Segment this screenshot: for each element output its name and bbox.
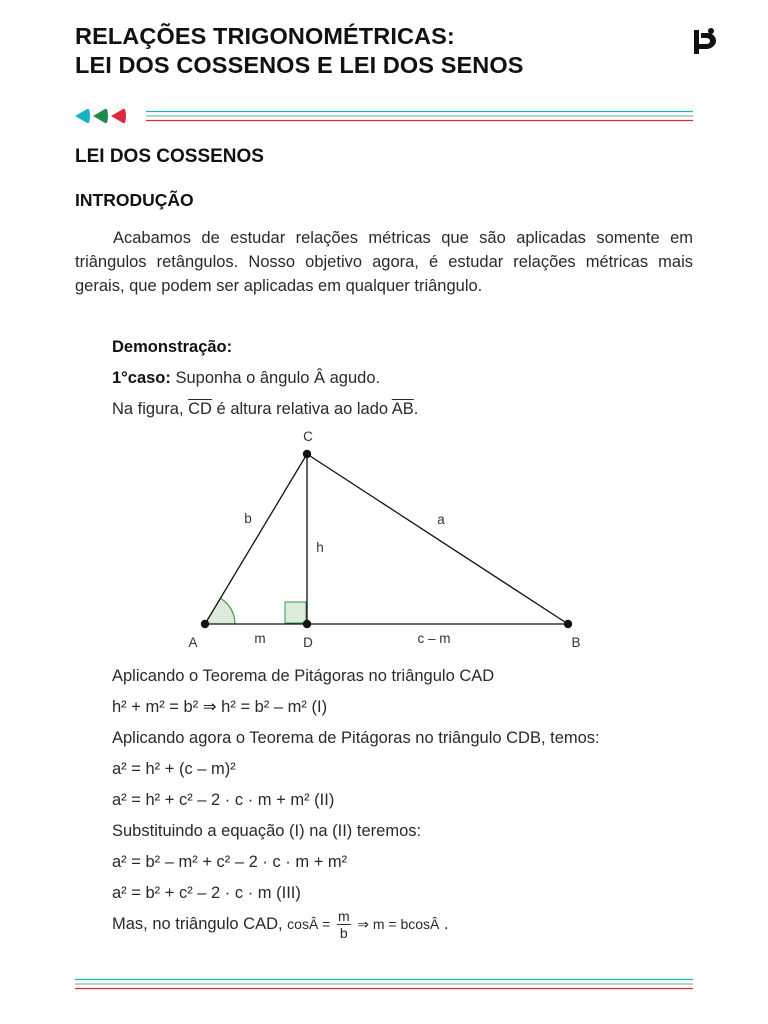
equation-line-5: a² = h² + c² – 2 · c · m + m² (II) (112, 791, 335, 809)
equation-line-3: Aplicando agora o Teorema de Pitágoras no triângulo CDB, temos: (112, 729, 600, 747)
arrow-decoration-icon (75, 109, 126, 123)
segment-cd: $\overline{CD}$ (188, 400, 212, 418)
vertex-d (303, 620, 311, 628)
label-m: m (254, 631, 266, 646)
angle-a-sector (205, 598, 235, 624)
case-text: Suponha o ângulo Â agudo. (170, 369, 381, 387)
fraction-m-over-b (337, 908, 351, 941)
segment-ab: $\overline{AB}$ (391, 400, 414, 418)
equation-line-9-suffix: . (439, 915, 449, 933)
equation-line-2: h² + m² = b² ⇒ h² = b² – m² (I) (112, 698, 328, 716)
label-c-minus-m: c – m (417, 631, 451, 646)
figure-caption (112, 398, 418, 420)
figure-caption-mid: é altura relativa ao lado (211, 400, 392, 418)
equation-line-4: a² = h² + (c – m)² (112, 760, 236, 778)
play-logo-icon (691, 27, 719, 57)
demo-heading: Demonstração: (112, 338, 233, 356)
intro-paragraph: Acabamos de estudar relações métricas que são aplicadas somente em triângulos retângulos. Nosso objetivo agora, é estudar relações métricas mais gerais, que podem ser aplicadas em qualquer triângulo. (75, 229, 693, 295)
vertex-b (564, 620, 572, 628)
header-divider (75, 109, 695, 123)
angle-a-marker (205, 598, 235, 624)
footer-divider (75, 977, 695, 991)
label-b: B (571, 635, 581, 650)
equation-line-7: a² = b² – m² + c² – 2 · c · m + m² (112, 853, 348, 871)
equation-line-9-prefix: Mas, no triângulo CAD, (112, 915, 288, 933)
fraction-denominator: b (339, 925, 348, 942)
label-c: C (303, 429, 313, 444)
label-a: A (188, 635, 198, 650)
case-label: 1°caso: (112, 369, 171, 387)
title-line-1: RELAÇÕES TRIGONOMÉTRICAS: (75, 23, 455, 49)
equation-line-1: Aplicando o Teorema de Pitágoras no triângulo CAD (112, 667, 495, 685)
vertex-a (201, 620, 209, 628)
equation-line-8: a² = b² + c² – 2 · c · m (III) (112, 884, 301, 902)
label-side-b: b (244, 511, 252, 526)
equation-line-9 (112, 906, 449, 942)
label-side-a: a (437, 512, 445, 527)
label-h: h (316, 540, 324, 555)
implies-expression: ⇒ m = bcosÂ (357, 916, 440, 932)
cos-a-expression: cosÂ = (287, 916, 331, 932)
section-subheading: INTRODUÇÃO (75, 190, 194, 210)
section-heading: LEI DOS COSSENOS (75, 146, 264, 167)
side-a (307, 454, 568, 624)
figure-caption-prefix: Na figura, (112, 400, 189, 418)
label-d: D (303, 635, 313, 650)
figure-caption-suffix: . (413, 400, 419, 418)
case-line (112, 367, 380, 389)
equation-line-6: Substituindo a equação (I) na (II) teremos: (112, 822, 422, 840)
triangle-figure (180, 425, 600, 655)
fraction-numerator: m (337, 908, 350, 925)
page-title (75, 22, 523, 80)
title-line-2: LEI DOS COSSENOS E LEI DOS SENOS (75, 52, 524, 78)
side-b (205, 454, 307, 624)
vertex-c (303, 450, 311, 458)
right-angle-marker (285, 602, 306, 623)
